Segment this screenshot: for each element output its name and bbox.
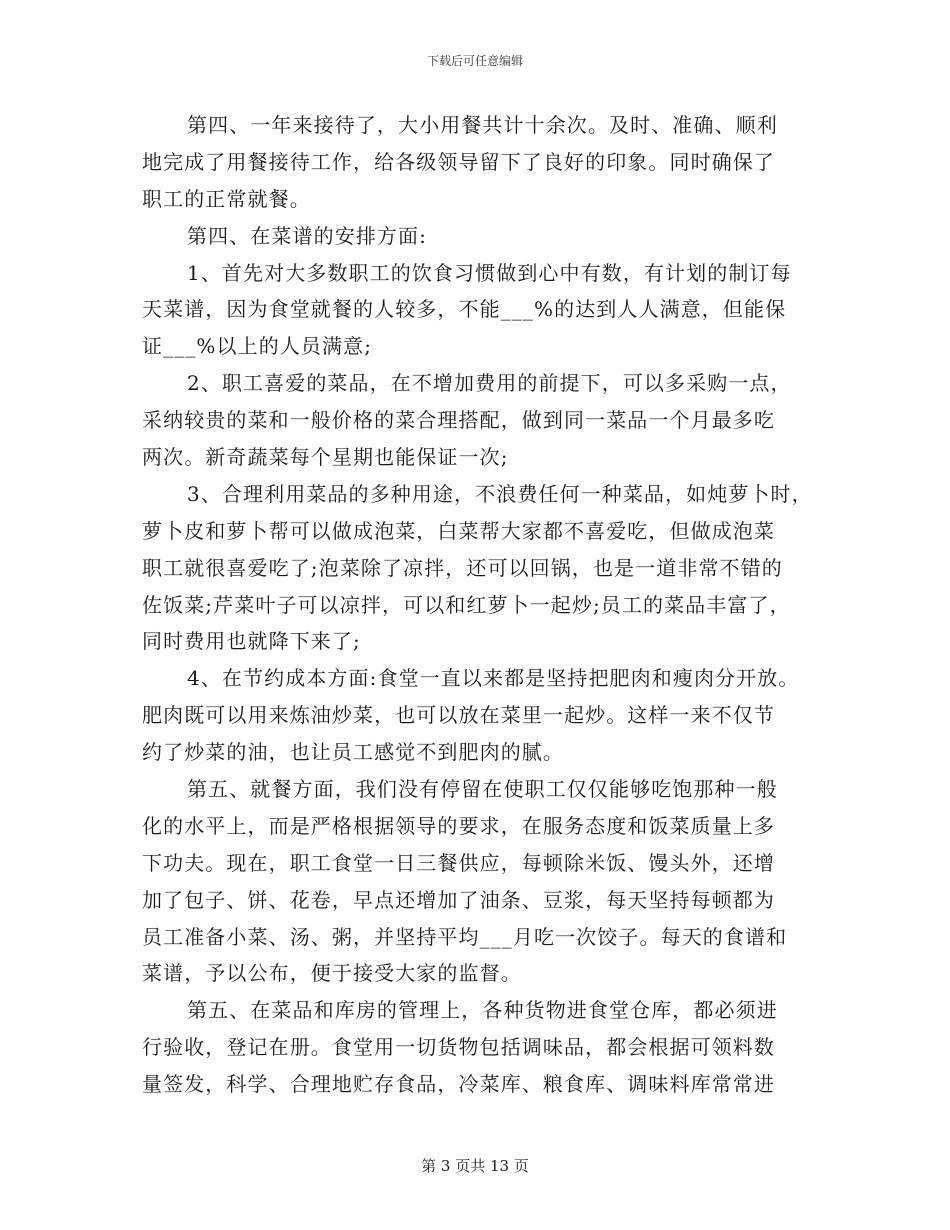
text-line: 约了炒菜的油，也让员工感觉不到肥肉的腻。 [142, 740, 564, 765]
text-line: 加了包子、饼、花卷，早点还增加了油条、豆浆，每天坚持每顿都为 [142, 887, 775, 912]
text-line: 第四、在菜谱的安排方面: [187, 223, 427, 248]
text-line: 职工就很喜爱吃了;泡菜除了凉拌，还可以回锅，也是一道非常不错的 [142, 555, 783, 580]
page-footer: 第 3 页共 13 页 [421, 1157, 529, 1175]
text-line: 第五、就餐方面，我们没有停留在使职工仅仅能够吃饱那种一般 [187, 777, 778, 802]
text-line: 萝卜皮和萝卜帮可以做成泡菜，白菜帮大家都不喜爱吃，但做成泡菜 [142, 518, 775, 543]
text-line: 佐饭菜;芹菜叶子可以凉拌，可以和红萝卜一起炒;员工的菜品丰富了， [142, 592, 791, 617]
text-line: 3、合理利用菜品的多种用途，不浪费任何一种菜品，如炖萝卜时， [187, 481, 813, 506]
text-line: 第四、一年来接待了，大小用餐共计十余次。及时、准确、顺利 [187, 113, 778, 137]
text-line: 天菜谱，因为食堂就餐的人较多，不能___%的达到人人满意，但能保 [142, 297, 787, 322]
text-line: 第五、在菜品和库房的管理上，各种货物进食堂仓库，都必须进 [187, 998, 778, 1023]
page-header: 下载后可任意编辑 [426, 54, 523, 68]
text-line: 两次。新奇蔬菜每个星期也能保证一次; [142, 445, 509, 470]
text-line: 同时费用也就降下来了; [142, 629, 361, 654]
text-line: 量签发，科学、合理地贮存食品，冷菜库、粮食库、调味料库常常进 [142, 1072, 775, 1097]
text-line: 行验收，登记在册。食堂用一切货物包括调味品，都会根据可领料数 [142, 1035, 775, 1060]
text-line: 菜谱，予以公布，便于接受大家的监督。 [142, 961, 522, 986]
text-line: 化的水平上，而是严格根据领导的要求，在服务态度和饭菜质量上多 [142, 813, 775, 838]
text-line: 职工的正常就餐。 [142, 186, 311, 211]
text-line: 下功夫。现在，职工食堂一日三餐供应，每顿除米饭、馒头外，还增 [142, 850, 775, 875]
text-line: 4、在节约成本方面:食堂一直以来都是坚持把肥肉和瘦肉分开放。 [187, 666, 800, 691]
text-line: 地完成了用餐接待工作，给各级领导留下了良好的印象。同时确保了 [142, 149, 775, 174]
text-line: 肥肉既可以用来炼油炒菜，也可以放在菜里一起炒。这样一来不仅节 [142, 703, 775, 728]
text-line: 1、首先对大多数职工的饮食习惯做到心中有数，有计划的制订每 [187, 260, 792, 285]
text-line: 员工准备小菜、汤、粥，并坚持平均___月吃一次饺子。每天的食谱和 [142, 924, 788, 949]
document-body [142, 107, 822, 1103]
text-line: 证___%以上的人员满意; [142, 334, 373, 359]
text-line: 采纳较贵的菜和一般价格的菜合理搭配，做到同一菜品一个月最多吃 [142, 408, 775, 433]
text-line: 2、职工喜爱的菜品，在不增加费用的前提下，可以多采购一点， [187, 371, 792, 396]
